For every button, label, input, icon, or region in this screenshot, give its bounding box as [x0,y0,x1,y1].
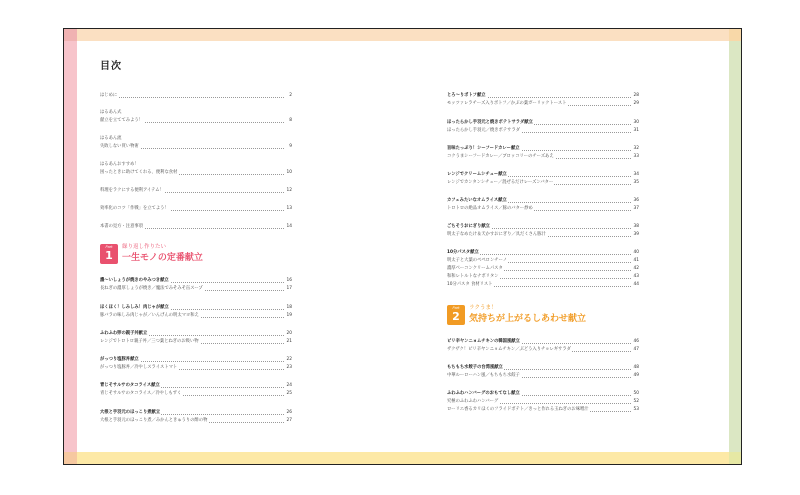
toc-entry-text: レンジでクリームシチュー献立 [447,172,507,177]
toc-entry[interactable] [100,205,292,213]
toc-entry-text: 10分パスタ 食材リスト [447,282,493,287]
toc-entry-subtitle [447,100,639,108]
toc-entry-title [447,119,639,127]
toc-entry[interactable] [447,223,639,239]
toc-entry[interactable] [447,119,639,135]
toc-entry-text: 究極のふわふわハンバーグ [447,399,499,404]
toc-entry-title [447,249,639,257]
toc-entry-title [100,330,292,338]
page-number: 12 [286,188,292,193]
toc-entry-title [447,364,639,372]
corner-band [64,452,77,464]
toc-entry-title [447,171,639,179]
toc-entry-label: はるあんおすすめ！ [100,162,139,167]
toc-entry-title [447,145,639,153]
toc-entry-text: 中華ルーローハン風／もちもち水餃子 [447,373,520,378]
toc-entry-text: 大根と手羽元のほっこり煮献立 [100,410,161,415]
page-number: 42 [633,266,639,271]
toc-entry-text: 濃〜いしょうが焼きのやみつき献立 [100,278,169,283]
toc-entry-text: 明太子と大葉のペペロンチーノ [447,258,508,263]
toc-entry-subtitle [100,312,292,320]
toc-entry-subtitle [447,273,639,281]
part-title: 気持ちが上がるしあわせ献立 [469,314,587,324]
part-subtitle: ラクうま！ [469,305,497,311]
toc-entry-text: 明太子なめたけ＆天かすおにぎり／具だくさん豚汁 [447,232,546,237]
toc-entry-title [100,92,292,100]
toc-page [64,29,741,464]
toc-entry-subtitle [447,346,639,354]
corner-band [729,29,741,41]
page-number: 25 [286,391,292,396]
toc-entry-text: ピリ辛ヤンニョムチキンの韓国風献立 [447,339,520,344]
toc-entry-title [100,169,292,177]
page-number: 52 [633,399,639,404]
part-header [100,241,292,267]
toc-entry[interactable] [100,135,292,151]
toc-entry-text: 長ねぎの濃厚しょうが焼き／魔法でみそみそ缶スープ [100,286,203,291]
toc-entry-text: 失敗しない買い物術 [100,144,139,149]
toc-entry-text: モッツァレラチーズ入りポトフ／かぶの葉ガーリックトースト [447,101,567,106]
toc-entry-subtitle [100,364,292,372]
page-number: 30 [633,120,639,125]
toc-entry-subtitle [100,338,292,346]
page-number: 34 [633,172,639,177]
toc-entry-text: 旨味たっぷり！シーフードカレー献立 [447,146,520,151]
toc-entry-subtitle [447,205,639,213]
toc-entry[interactable] [100,161,292,177]
toc-entry-text: 困ったときに助けてくれる、便利な食材 [100,170,178,175]
toc-entry[interactable] [447,249,639,289]
page-number: 41 [633,258,639,263]
page-number: 19 [286,313,292,318]
page-number: 48 [633,365,639,370]
page-number: 35 [633,180,639,185]
toc-entry-title [447,92,639,100]
toc-entry-text: 和和レトルトなナポリタン [447,274,499,279]
toc-entry-subtitle [447,372,639,380]
page-number: 17 [286,286,292,291]
toc-entry-subtitle [447,153,639,161]
toc-entry-title [447,338,639,346]
toc-entry-text: 大根と手羽元のほっこり煮／みかんときゅうりの酢の物 [100,418,208,423]
page-number: 44 [633,282,639,287]
page-title: 目次 [100,61,122,72]
toc-entry[interactable] [100,330,292,346]
page-number: 37 [633,206,639,211]
toc-entry-title [100,304,292,312]
page-number: 23 [286,365,292,370]
toc-entry-title [100,117,292,125]
toc-entry-title [100,187,292,195]
toc-entry[interactable] [100,356,292,372]
top-color-band [64,29,741,41]
page-number: 9 [289,144,292,149]
page-number: 8 [289,118,292,123]
toc-entry-subtitle [100,285,292,293]
toc-entry[interactable] [447,92,639,108]
page-number: 18 [286,305,292,310]
toc-entry-text: ローリエ香るカリほくのフライドポテト／きっと作れる玉ねぎのお味噌汁 [447,407,589,412]
toc-entry-subtitle [447,179,639,187]
toc-entry-subtitle [100,417,292,425]
toc-entry[interactable] [447,390,639,414]
toc-entry[interactable] [100,304,292,320]
page-number: 2 [289,93,292,98]
toc-entry-text: 献立を立ててみよう！ [100,118,143,123]
page-number: 28 [633,93,639,98]
page-number: 27 [286,418,292,423]
toc-entry[interactable] [100,277,292,293]
dot-leader [100,97,284,98]
toc-entry-text: ふわふわハンバーグのおもてなし献立 [447,391,520,396]
toc-entry[interactable] [100,187,292,195]
toc-entry-title [100,223,292,231]
part-title: 一生モノの定番献立 [122,253,203,263]
toc-entry-text: ふわふわ卵の親子丼献立 [100,331,148,336]
page-number: 31 [633,128,639,133]
toc-entry-text: 濃厚ベーコンクリームパスタ [447,266,503,271]
toc-entry[interactable] [447,338,639,354]
part-subtitle: 繰り返し作りたい [122,244,167,250]
page-number: 13 [286,206,292,211]
toc-entry[interactable] [100,92,292,100]
toc-entry-title [447,390,639,398]
page-number: 49 [633,373,639,378]
toc-entry[interactable] [100,109,292,125]
toc-entry-subtitle [447,257,639,265]
page-number: 10 [286,170,292,175]
toc-entry-title [100,356,292,364]
bottom-color-band [64,452,741,464]
page-number: 43 [633,274,639,279]
toc-entry[interactable] [447,197,639,213]
toc-entry-text: レンジでトロトロ親子丼／三つ葉とねぎのお吸い物 [100,339,199,344]
toc-entry-text: とろ〜りポトフ献立 [447,93,486,98]
right-color-band [729,29,741,464]
page-number: 38 [633,224,639,229]
part-number: 1 [105,249,113,262]
toc-entry-text: トロトロの絶品オムライス／豚のバター炒め [447,206,533,211]
toc-entry-text: 効率化のコツ「作戦」を立てよう！ [100,206,169,211]
toc-entry-text: 10分パスタ献立 [447,250,479,255]
page-number: 40 [633,250,639,255]
part-header [447,302,639,328]
toc-entry-text: はじめに [100,93,118,98]
toc-entry-text: 料理をラクにする便利アイテム！ [100,188,164,193]
toc-entry-text: ほったらかし手羽元と焼きポテトサラダ献立 [447,120,533,125]
toc-entry-text: ほくほく！しみしみ！肉じゃが献立 [100,305,169,310]
page-number: 53 [633,407,639,412]
toc-entry[interactable] [447,364,639,380]
page-number: 22 [286,357,292,362]
toc-entry-title [100,205,292,213]
toc-entry-text: もちもち水餃子の台湾風献立 [447,365,503,370]
toc-entry-title [447,223,639,231]
part-number: 2 [452,310,460,323]
toc-entry-subtitle [447,398,639,406]
toc-entry[interactable] [447,145,639,161]
part-word: Part [452,306,460,310]
corner-band [64,29,77,41]
toc-entry-text: コクうまシーフードカレー／ブロッコリーのチーズあえ [447,154,554,159]
part-badge [100,244,118,264]
page-number: 50 [633,391,639,396]
toc-entry[interactable] [100,223,292,231]
toc-entry-subtitle [447,127,639,135]
toc-entry[interactable] [100,409,292,425]
toc-entry-label: はるあん式 [100,110,122,115]
toc-entry-text: ごちそうおにぎり献立 [447,224,490,229]
page-number: 29 [633,101,639,106]
toc-entry[interactable] [100,382,292,398]
toc-entry-text: がっつり塩豚丼／冷やしスライストマト [100,365,178,370]
page-number: 24 [286,383,292,388]
page-number: 20 [286,331,292,336]
left-color-band [64,29,77,464]
page-number: 32 [633,146,639,151]
page-number: 33 [633,154,639,159]
toc-entry[interactable] [447,171,639,187]
toc-entry-text: ほったらかし手羽元／焼きポテサラダ [447,128,521,133]
toc-entry-subtitle [447,406,639,414]
toc-entry-label: はるあん流 [100,136,122,141]
toc-entry-text: 青じそサルサのタコライス献立 [100,383,160,388]
page-number: 26 [286,410,292,415]
page-number: 14 [286,224,292,229]
page-number: 46 [633,339,639,344]
corner-band [729,452,741,464]
page-number: 47 [633,347,639,352]
toc-entry-subtitle [447,281,639,289]
toc-entry-title [100,143,292,151]
toc-entry-subtitle [447,265,639,273]
toc-entry-text: カフェみたいなオムライス献立 [447,198,507,203]
page-number: 16 [286,278,292,283]
toc-entry-text: レンジでカンタンシチュー／混ぜるだけレーズンバター [447,180,554,185]
toc-entry-text: 本書の見方・注意事項 [100,224,143,229]
toc-entry-title [100,409,292,417]
toc-entry-subtitle [100,390,292,398]
toc-entry-title [100,277,292,285]
toc-entry-subtitle [447,231,639,239]
toc-entry-title [100,382,292,390]
toc-entry-title [447,197,639,205]
toc-entry-text: 青じそサルサのタコライス／冷やしもずく [100,391,182,396]
toc-entry-text: がっつり塩豚丼献立 [100,357,139,362]
page-number: 36 [633,198,639,203]
toc-entry-text: ザクザク！ピリ辛ヤンニョムチキン／ぶどう入りチョレギサラダ [447,347,571,352]
part-word: Part [105,245,113,249]
toc-entry-text: 豚バラの味しみ肉じゃが／いんげんの明太マヨ和え [100,313,199,318]
part-badge [447,305,465,325]
page-number: 21 [286,339,292,344]
page-number: 39 [633,232,639,237]
